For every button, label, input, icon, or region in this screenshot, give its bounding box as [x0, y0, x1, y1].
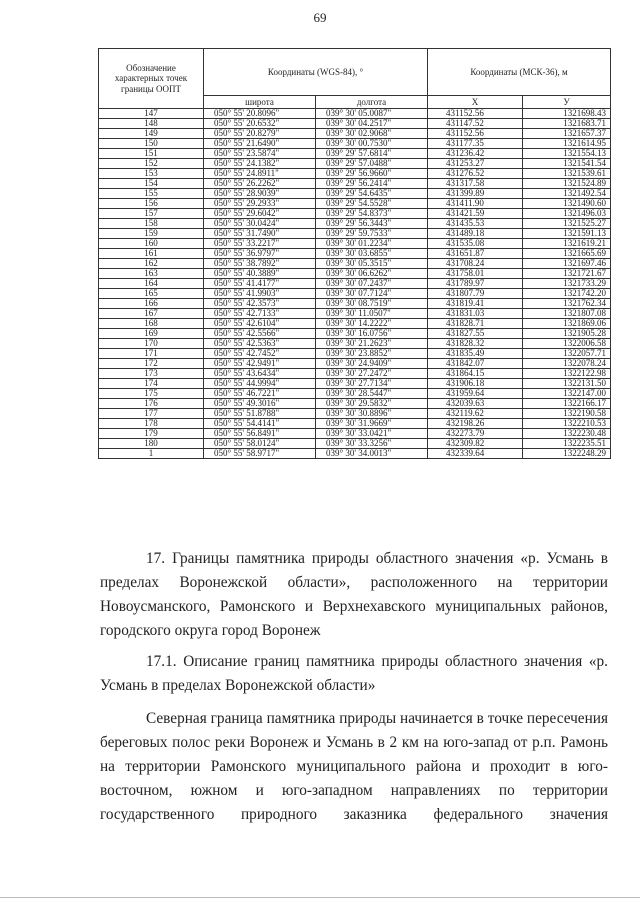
table-row [99, 109, 611, 119]
longitude-cell: 039° 30' 06.6262" [316, 269, 428, 279]
x-cell: 431147.52 [428, 119, 523, 129]
x-cell: 431828.32 [428, 339, 523, 349]
y-cell: 1322131.50 [523, 379, 611, 389]
table-row [99, 149, 611, 159]
table-row [99, 439, 611, 449]
latitude-cell: 050° 55' 30.0424" [204, 219, 316, 229]
longitude-cell: 039° 30' 31.9669" [316, 419, 428, 429]
latitude-cell: 050° 55' 42.7133" [204, 309, 316, 319]
latitude-cell: 050° 55' 31.7490" [204, 229, 316, 239]
point-id: 175 [99, 389, 204, 399]
x-cell: 431708.24 [428, 259, 523, 269]
point-id: 153 [99, 169, 204, 179]
table-row [99, 169, 611, 179]
text-line: 17.1. Описание границ памятника природы областного значения «р. [146, 653, 608, 670]
longitude-cell: 039° 30' 29.5832" [316, 399, 428, 409]
table-row [99, 209, 611, 219]
table-row [99, 359, 611, 369]
y-cell: 1322057.71 [523, 349, 611, 359]
latitude-cell: 050° 55' 36.9797" [204, 249, 316, 259]
point-id: 163 [99, 269, 204, 279]
latitude-cell: 050° 55' 42.3573" [204, 299, 316, 309]
x-cell: 432198.26 [428, 419, 523, 429]
y-cell: 1321539.61 [523, 169, 611, 179]
point-id: 173 [99, 369, 204, 379]
longitude-cell: 039° 30' 03.6855" [316, 249, 428, 259]
longitude-cell: 039° 30' 27.2472" [316, 369, 428, 379]
latitude-cell: 050° 55' 54.4141" [204, 419, 316, 429]
longitude-cell: 039° 30' 27.7134" [316, 379, 428, 389]
table-row [99, 119, 611, 129]
longitude-cell: 039° 30' 23.8852" [316, 349, 428, 359]
table-row [99, 329, 611, 339]
y-cell: 1321614.95 [523, 139, 611, 149]
table-row [99, 429, 611, 439]
table-row [99, 219, 611, 229]
latitude-cell: 050° 55' 49.3016" [204, 399, 316, 409]
point-id: 160 [99, 239, 204, 249]
header-lat: широта [204, 96, 316, 109]
y-cell: 1322006.58 [523, 339, 611, 349]
x-cell: 431535.08 [428, 239, 523, 249]
point-id: 148 [99, 119, 204, 129]
longitude-cell: 039° 30' 30.8896" [316, 409, 428, 419]
section-17-1-body [100, 707, 608, 827]
section-17-1-heading [100, 650, 608, 698]
latitude-cell: 050° 55' 41.4177" [204, 279, 316, 289]
longitude-cell: 039° 30' 05.3515" [316, 259, 428, 269]
latitude-cell: 050° 55' 33.2217" [204, 239, 316, 249]
latitude-cell: 050° 55' 20.6532" [204, 119, 316, 129]
table-row [99, 309, 611, 319]
table-row [99, 179, 611, 189]
y-cell: 1322190.58 [523, 409, 611, 419]
x-cell: 431864.15 [428, 369, 523, 379]
table-row [99, 409, 611, 419]
y-cell: 1321619.21 [523, 239, 611, 249]
table-row [99, 289, 611, 299]
longitude-cell: 039° 29' 54.5528" [316, 199, 428, 209]
x-cell: 431253.27 [428, 159, 523, 169]
table-row [99, 129, 611, 139]
latitude-cell: 050° 55' 38.7892" [204, 259, 316, 269]
y-cell: 1321721.67 [523, 269, 611, 279]
point-id: 158 [99, 219, 204, 229]
table-row [99, 269, 611, 279]
point-id: 156 [99, 199, 204, 209]
latitude-cell: 050° 55' 20.8279" [204, 129, 316, 139]
y-cell: 1322230.48 [523, 429, 611, 439]
page-number: 69 [313, 10, 327, 25]
y-cell: 1322147.00 [523, 389, 611, 399]
latitude-cell: 050° 55' 46.7221" [204, 389, 316, 399]
x-cell: 431489.18 [428, 229, 523, 239]
point-id: 151 [99, 149, 204, 159]
x-cell: 431399.89 [428, 189, 523, 199]
point-id: 152 [99, 159, 204, 169]
longitude-cell: 039° 30' 21.2623" [316, 339, 428, 349]
table-row [99, 319, 611, 329]
point-id: 1 [99, 449, 204, 459]
latitude-cell: 050° 55' 42.7452" [204, 349, 316, 359]
x-cell: 431819.41 [428, 299, 523, 309]
point-id: 155 [99, 189, 204, 199]
longitude-cell: 039° 29' 57.6814" [316, 149, 428, 159]
latitude-cell: 050° 55' 21.6490" [204, 139, 316, 149]
point-id: 162 [99, 259, 204, 269]
text-line: Усмань в пределах Воронежской области» [100, 677, 376, 694]
latitude-cell: 050° 55' 42.5566" [204, 329, 316, 339]
y-cell: 1322166.17 [523, 399, 611, 409]
latitude-cell: 050° 55' 58.0124" [204, 439, 316, 449]
x-cell: 431828.71 [428, 319, 523, 329]
header-x: X [428, 96, 523, 109]
table-row [99, 239, 611, 249]
y-cell: 1321733.29 [523, 279, 611, 289]
y-cell: 1321524.89 [523, 179, 611, 189]
y-cell: 1321869.06 [523, 319, 611, 329]
table-row [99, 369, 611, 379]
y-cell: 1321490.60 [523, 199, 611, 209]
point-id: 164 [99, 279, 204, 289]
latitude-cell: 050° 55' 29.6042" [204, 209, 316, 219]
x-cell: 432339.64 [428, 449, 523, 459]
point-id: 171 [99, 349, 204, 359]
x-cell: 431236.42 [428, 149, 523, 159]
x-cell: 431317.58 [428, 179, 523, 189]
longitude-cell: 039° 29' 56.9660" [316, 169, 428, 179]
point-id: 157 [99, 209, 204, 219]
point-id: 179 [99, 429, 204, 439]
point-id: 149 [99, 129, 204, 139]
longitude-cell: 039° 30' 05.0087" [316, 109, 428, 119]
table-row [99, 259, 611, 269]
point-id: 176 [99, 399, 204, 409]
point-id: 180 [99, 439, 204, 449]
text-line: городского округа город Воронеж [100, 622, 321, 639]
header-lon: долгота [316, 96, 428, 109]
longitude-cell: 039° 29' 56.2414" [316, 179, 428, 189]
point-id: 150 [99, 139, 204, 149]
y-cell: 1322235.51 [523, 439, 611, 449]
x-cell: 431758.01 [428, 269, 523, 279]
table-row [99, 379, 611, 389]
longitude-cell: 039° 29' 59.7533" [316, 229, 428, 239]
x-cell: 431842.07 [428, 359, 523, 369]
text-line: пределах Воронежской области», расположенного на территории [100, 574, 608, 591]
y-cell: 1321807.08 [523, 309, 611, 319]
table-row [99, 199, 611, 209]
latitude-cell: 050° 55' 23.5874" [204, 149, 316, 159]
longitude-cell: 039° 30' 33.3256" [316, 439, 428, 449]
point-id: 170 [99, 339, 204, 349]
header-y: У [523, 96, 611, 109]
y-cell: 1321697.46 [523, 259, 611, 269]
longitude-cell: 039° 30' 07.7124" [316, 289, 428, 299]
text-line: на территории Рамонского муниципального района и проходит в юго- [100, 758, 608, 775]
latitude-cell: 050° 55' 24.8911" [204, 169, 316, 179]
latitude-cell: 050° 55' 40.3889" [204, 269, 316, 279]
table-row [99, 229, 611, 239]
point-id: 154 [99, 179, 204, 189]
table-row [99, 189, 611, 199]
x-cell: 431435.53 [428, 219, 523, 229]
text-line: 17. Границы памятника природы областного значения «р. Усмань в [146, 550, 608, 567]
latitude-cell: 050° 55' 26.2262" [204, 179, 316, 189]
header-point: Обозначение характерных точек границы ООПТ [99, 49, 204, 109]
point-id: 177 [99, 409, 204, 419]
latitude-cell: 050° 55' 28.9039" [204, 189, 316, 199]
point-id: 172 [99, 359, 204, 369]
latitude-cell: 050° 55' 42.9491" [204, 359, 316, 369]
table-row [99, 449, 611, 459]
y-cell: 1321492.54 [523, 189, 611, 199]
header-wgs: Координаты (WGS-84), ° [204, 49, 428, 96]
x-cell: 431906.18 [428, 379, 523, 389]
point-id: 161 [99, 249, 204, 259]
latitude-cell: 050° 55' 29.2933" [204, 199, 316, 209]
longitude-cell: 039° 30' 14.2222" [316, 319, 428, 329]
y-cell: 1321541.54 [523, 159, 611, 169]
longitude-cell: 039° 29' 54.8373" [316, 209, 428, 219]
longitude-cell: 039° 30' 16.0756" [316, 329, 428, 339]
y-cell: 1321905.28 [523, 329, 611, 339]
point-id: 147 [99, 109, 204, 119]
longitude-cell: 039° 30' 01.2234" [316, 239, 428, 249]
text-line: береговых полос реки Воронеж и Усмань в 2 км на юго-запад от р.п. Рамонь [100, 734, 608, 751]
longitude-cell: 039° 30' 34.0013" [316, 449, 428, 459]
x-cell: 432309.82 [428, 439, 523, 449]
table-row [99, 399, 611, 409]
y-cell: 1321554.13 [523, 149, 611, 159]
latitude-cell: 050° 55' 42.5363" [204, 339, 316, 349]
y-cell: 1322210.53 [523, 419, 611, 429]
latitude-cell: 050° 55' 58.9717" [204, 449, 316, 459]
table-row [99, 249, 611, 259]
longitude-cell: 039° 30' 07.2437" [316, 279, 428, 289]
y-cell: 1322248.29 [523, 449, 611, 459]
text-line: Новоусманского, Рамонского и Верхнехавского муниципальных районов, [100, 598, 608, 615]
longitude-cell: 039° 30' 24.9409" [316, 359, 428, 369]
text-line: государственного природного заказника федерального значения [100, 806, 608, 823]
x-cell: 431835.49 [428, 349, 523, 359]
table-row [99, 349, 611, 359]
x-cell: 431177.35 [428, 139, 523, 149]
x-cell: 431831.03 [428, 309, 523, 319]
x-cell: 431959.64 [428, 389, 523, 399]
point-id: 168 [99, 319, 204, 329]
bottom-rule [0, 897, 640, 898]
y-cell: 1321683.71 [523, 119, 611, 129]
x-cell: 431276.52 [428, 169, 523, 179]
longitude-cell: 039° 30' 08.7519" [316, 299, 428, 309]
coordinates-table-body [99, 109, 611, 459]
y-cell: 1322122.98 [523, 369, 611, 379]
latitude-cell: 050° 55' 42.6104" [204, 319, 316, 329]
table-row [99, 389, 611, 399]
longitude-cell: 039° 30' 04.2517" [316, 119, 428, 129]
x-cell: 432119.62 [428, 409, 523, 419]
x-cell: 431789.97 [428, 279, 523, 289]
x-cell: 431152.56 [428, 129, 523, 139]
header-msk: Координаты (МСК-36), м [428, 49, 611, 96]
point-id: 166 [99, 299, 204, 309]
y-cell: 1321742.20 [523, 289, 611, 299]
latitude-cell: 050° 55' 24.1382" [204, 159, 316, 169]
longitude-cell: 039° 29' 57.0488" [316, 159, 428, 169]
point-id: 167 [99, 309, 204, 319]
y-cell: 1321496.03 [523, 209, 611, 219]
y-cell: 1321665.69 [523, 249, 611, 259]
y-cell: 1321525.27 [523, 219, 611, 229]
text-line: Северная граница памятника природы начинается в точке пересечения [146, 710, 608, 727]
longitude-cell: 039° 30' 28.5447" [316, 389, 428, 399]
latitude-cell: 050° 55' 41.9903" [204, 289, 316, 299]
x-cell: 431411.90 [428, 199, 523, 209]
coordinates-table [98, 48, 611, 459]
longitude-cell: 039° 29' 56.3443" [316, 219, 428, 229]
latitude-cell: 050° 55' 51.8788" [204, 409, 316, 419]
longitude-cell: 039° 29' 54.6435" [316, 189, 428, 199]
y-cell: 1321698.43 [523, 109, 611, 119]
x-cell: 432273.79 [428, 429, 523, 439]
table-row [99, 299, 611, 309]
x-cell: 432039.63 [428, 399, 523, 409]
point-id: 178 [99, 419, 204, 429]
table-row [99, 419, 611, 429]
point-id: 169 [99, 329, 204, 339]
x-cell: 431827.55 [428, 329, 523, 339]
longitude-cell: 039° 30' 11.0507" [316, 309, 428, 319]
table-row [99, 139, 611, 149]
x-cell: 431807.79 [428, 289, 523, 299]
table-row [99, 339, 611, 349]
point-id: 165 [99, 289, 204, 299]
table-row [99, 279, 611, 289]
latitude-cell: 050° 55' 43.6434" [204, 369, 316, 379]
y-cell: 1322078.24 [523, 359, 611, 369]
y-cell: 1321657.37 [523, 129, 611, 139]
x-cell: 431421.59 [428, 209, 523, 219]
point-id: 174 [99, 379, 204, 389]
latitude-cell: 050° 55' 20.8096" [204, 109, 316, 119]
x-cell: 431651.87 [428, 249, 523, 259]
point-id: 159 [99, 229, 204, 239]
longitude-cell: 039° 30' 33.0421" [316, 429, 428, 439]
longitude-cell: 039° 30' 00.7530" [316, 139, 428, 149]
table-row [99, 159, 611, 169]
y-cell: 1321591.13 [523, 229, 611, 239]
section-17-heading [100, 547, 608, 643]
longitude-cell: 039° 30' 02.9068" [316, 129, 428, 139]
x-cell: 431152.56 [428, 109, 523, 119]
latitude-cell: 050° 55' 44.9994" [204, 379, 316, 389]
y-cell: 1321762.34 [523, 299, 611, 309]
latitude-cell: 050° 55' 56.8491" [204, 429, 316, 439]
text-line: восточном, южном и юго-западном направлениях по территории [100, 782, 608, 799]
